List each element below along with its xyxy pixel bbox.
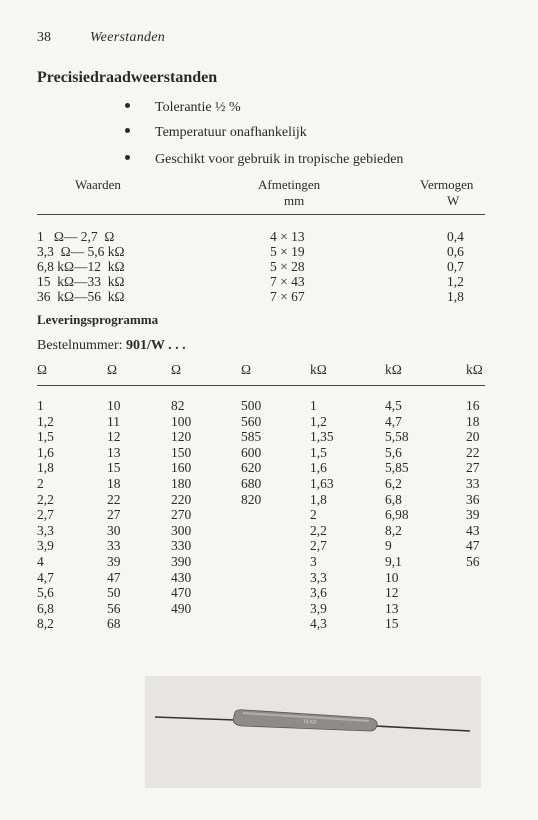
resistance-value: 27 xyxy=(466,460,480,476)
resistance-value: 22 xyxy=(466,444,480,460)
resistance-value: 3,9 xyxy=(37,538,54,554)
resistance-value: 2 xyxy=(310,507,317,523)
spec-dimensions: 5 × 19 xyxy=(270,244,305,259)
unit-header: Ω xyxy=(241,362,252,377)
feature-item xyxy=(125,100,241,116)
spec-dimensions: 7 × 67 xyxy=(270,289,305,304)
resistance-value: 4,7 xyxy=(385,413,402,429)
header-power: Vermogen xyxy=(420,177,474,192)
resistance-value: 2,2 xyxy=(310,522,327,538)
resistance-value: 6,98 xyxy=(385,507,409,523)
resistance-value: 4,7 xyxy=(37,569,54,585)
resistance-value: 330 xyxy=(171,538,192,554)
resistance-value: 490 xyxy=(171,600,192,616)
resistance-value: 50 xyxy=(107,585,121,601)
resistor-marking: TEAD xyxy=(302,719,317,726)
unit-header: kΩ xyxy=(385,362,402,377)
resistance-value: 160 xyxy=(171,460,192,476)
resistance-value: 2,7 xyxy=(310,538,327,554)
bullet-icon xyxy=(125,155,130,160)
resistance-value: 43 xyxy=(466,522,480,538)
feature-text: Tolerantie ½ % xyxy=(155,100,241,115)
resistance-value: 20 xyxy=(466,429,480,445)
resistance-value: 3,9 xyxy=(310,600,327,616)
resistance-value: 1,35 xyxy=(310,429,334,445)
resistance-value: 500 xyxy=(241,398,262,413)
resistance-value: 1,8 xyxy=(310,491,327,507)
resistance-value: 39 xyxy=(466,507,480,523)
resistance-value: 2,2 xyxy=(37,491,54,507)
resistance-value: 6,8 xyxy=(385,491,402,507)
resistance-value: 9 xyxy=(385,538,392,554)
resistance-value: 15 xyxy=(107,460,121,476)
feature-text: Geschikt voor gebruik in tropische gebieden xyxy=(155,152,404,167)
table-rule xyxy=(37,214,485,215)
resistance-value: 5,85 xyxy=(385,460,409,476)
resistance-value: 430 xyxy=(171,569,192,585)
resistance-value: 300 xyxy=(171,522,192,538)
order-label: Bestelnummer: xyxy=(37,338,123,353)
resistance-value: 390 xyxy=(171,554,192,569)
header-values: Waarden xyxy=(75,177,121,192)
resistance-value: 56 xyxy=(466,554,480,569)
resistance-value: 1,6 xyxy=(310,460,327,476)
resistance-value: 5,6 xyxy=(37,585,54,601)
resistance-value: 82 xyxy=(171,398,185,413)
spec-range: 3,3 Ω— 5,6 kΩ xyxy=(37,244,125,259)
program-rule xyxy=(37,385,485,386)
header-dimensions-unit: mm xyxy=(284,193,305,208)
resistance-value: 30 xyxy=(107,522,121,538)
resistance-value: 15 xyxy=(385,616,399,632)
resistance-value: 2,7 xyxy=(37,507,54,523)
order-number xyxy=(37,338,186,354)
resistance-value: 1,8 xyxy=(37,460,54,476)
header-dimensions: Afmetingen xyxy=(258,177,321,192)
resistance-value: 8,2 xyxy=(385,522,402,538)
spec-range: 15 kΩ—33 kΩ xyxy=(37,274,125,289)
unit-header: Ω xyxy=(171,362,182,377)
resistance-value: 11 xyxy=(107,413,120,429)
resistance-value: 1,6 xyxy=(37,444,54,460)
header-power-unit: W xyxy=(447,193,460,208)
resistance-value: 560 xyxy=(241,413,262,429)
spec-range: 36 kΩ—56 kΩ xyxy=(37,289,125,304)
resistance-value: 4,5 xyxy=(385,398,402,413)
feature-item xyxy=(125,152,403,168)
spec-range: 1 Ω— 2,7 Ω xyxy=(37,229,115,244)
resistance-value: 220 xyxy=(171,491,192,507)
resistance-value: 4 xyxy=(37,554,44,569)
spec-power: 0,6 xyxy=(447,244,464,259)
resistance-value: 12 xyxy=(107,429,121,445)
spec-power: 1,2 xyxy=(447,274,464,289)
resistance-value: 36 xyxy=(466,491,480,507)
resistance-value: 2 xyxy=(37,476,44,491)
resistance-value: 600 xyxy=(241,444,262,460)
resistance-value: 47 xyxy=(107,569,121,585)
resistance-value: 16 xyxy=(466,398,480,413)
resistance-value: 9,1 xyxy=(385,554,402,569)
resistance-value: 470 xyxy=(171,585,192,601)
resistance-value: 3,3 xyxy=(37,522,54,538)
resistance-value: 680 xyxy=(241,476,262,491)
unit-header: Ω xyxy=(107,362,118,377)
resistance-value: 13 xyxy=(385,600,399,616)
spec-dimensions: 4 × 13 xyxy=(270,229,305,244)
resistance-value: 150 xyxy=(171,444,192,460)
spec-range: 6,8 kΩ—12 kΩ xyxy=(37,259,125,274)
resistance-value: 1,63 xyxy=(310,476,334,491)
resistance-value: 1,2 xyxy=(310,413,327,429)
resistance-value: 3,3 xyxy=(310,569,327,585)
bullet-icon xyxy=(125,128,130,133)
resistance-value: 3,6 xyxy=(310,585,327,601)
spec-dimensions: 7 × 43 xyxy=(270,274,305,289)
page-number: 38 xyxy=(37,30,51,45)
resistance-value: 5,58 xyxy=(385,429,409,445)
program-heading: Leveringsprogramma xyxy=(37,312,159,327)
resistance-value: 18 xyxy=(466,413,480,429)
resistance-value: 1,5 xyxy=(310,444,327,460)
spec-dimensions: 5 × 28 xyxy=(270,259,305,274)
resistance-value: 56 xyxy=(107,600,121,616)
unit-header: kΩ xyxy=(310,362,327,377)
unit-header: kΩ xyxy=(466,362,483,377)
unit-header: Ω xyxy=(37,362,48,377)
resistance-value: 10 xyxy=(385,569,399,585)
resistance-value: 47 xyxy=(466,538,480,554)
resistance-value: 1,2 xyxy=(37,413,54,429)
resistance-value: 6,8 xyxy=(37,600,54,616)
resistance-value: 585 xyxy=(241,429,262,445)
resistance-value: 270 xyxy=(171,507,192,523)
feature-item xyxy=(125,125,307,141)
order-value: 901/W . . . xyxy=(126,338,186,353)
resistance-value: 5,6 xyxy=(385,444,402,460)
resistance-value: 620 xyxy=(241,460,262,476)
resistance-value: 1 xyxy=(310,398,317,413)
resistance-value: 120 xyxy=(171,429,192,445)
resistance-value: 22 xyxy=(107,491,121,507)
resistance-value: 12 xyxy=(385,585,399,601)
resistance-value: 4,3 xyxy=(310,616,327,632)
spec-power: 0,4 xyxy=(447,229,464,244)
chapter-title: Weerstanden xyxy=(90,30,166,45)
resistor-photo xyxy=(145,676,481,788)
spec-power: 0,7 xyxy=(447,259,464,274)
feature-text: Temperatuur onafhankelijk xyxy=(155,125,307,140)
resistance-value: 13 xyxy=(107,444,121,460)
section-title: Precisiedraadweerstanden xyxy=(37,69,218,86)
resistance-value: 1,5 xyxy=(37,429,54,445)
resistance-value: 180 xyxy=(171,476,192,491)
spec-power: 1,8 xyxy=(447,289,464,304)
resistance-value: 33 xyxy=(466,476,480,491)
bullet-icon xyxy=(125,103,130,108)
resistance-value: 10 xyxy=(107,398,121,413)
resistance-value: 68 xyxy=(107,616,121,632)
resistance-value: 33 xyxy=(107,538,121,554)
resistance-value: 1 xyxy=(37,398,44,413)
resistance-value: 820 xyxy=(241,491,262,507)
resistance-value: 6,2 xyxy=(385,476,402,491)
resistance-value: 39 xyxy=(107,554,121,569)
resistance-value: 18 xyxy=(107,476,121,491)
resistance-value: 8,2 xyxy=(37,616,54,632)
resistance-value: 3 xyxy=(310,554,317,569)
resistance-value: 27 xyxy=(107,507,121,523)
resistance-value: 100 xyxy=(171,413,192,429)
